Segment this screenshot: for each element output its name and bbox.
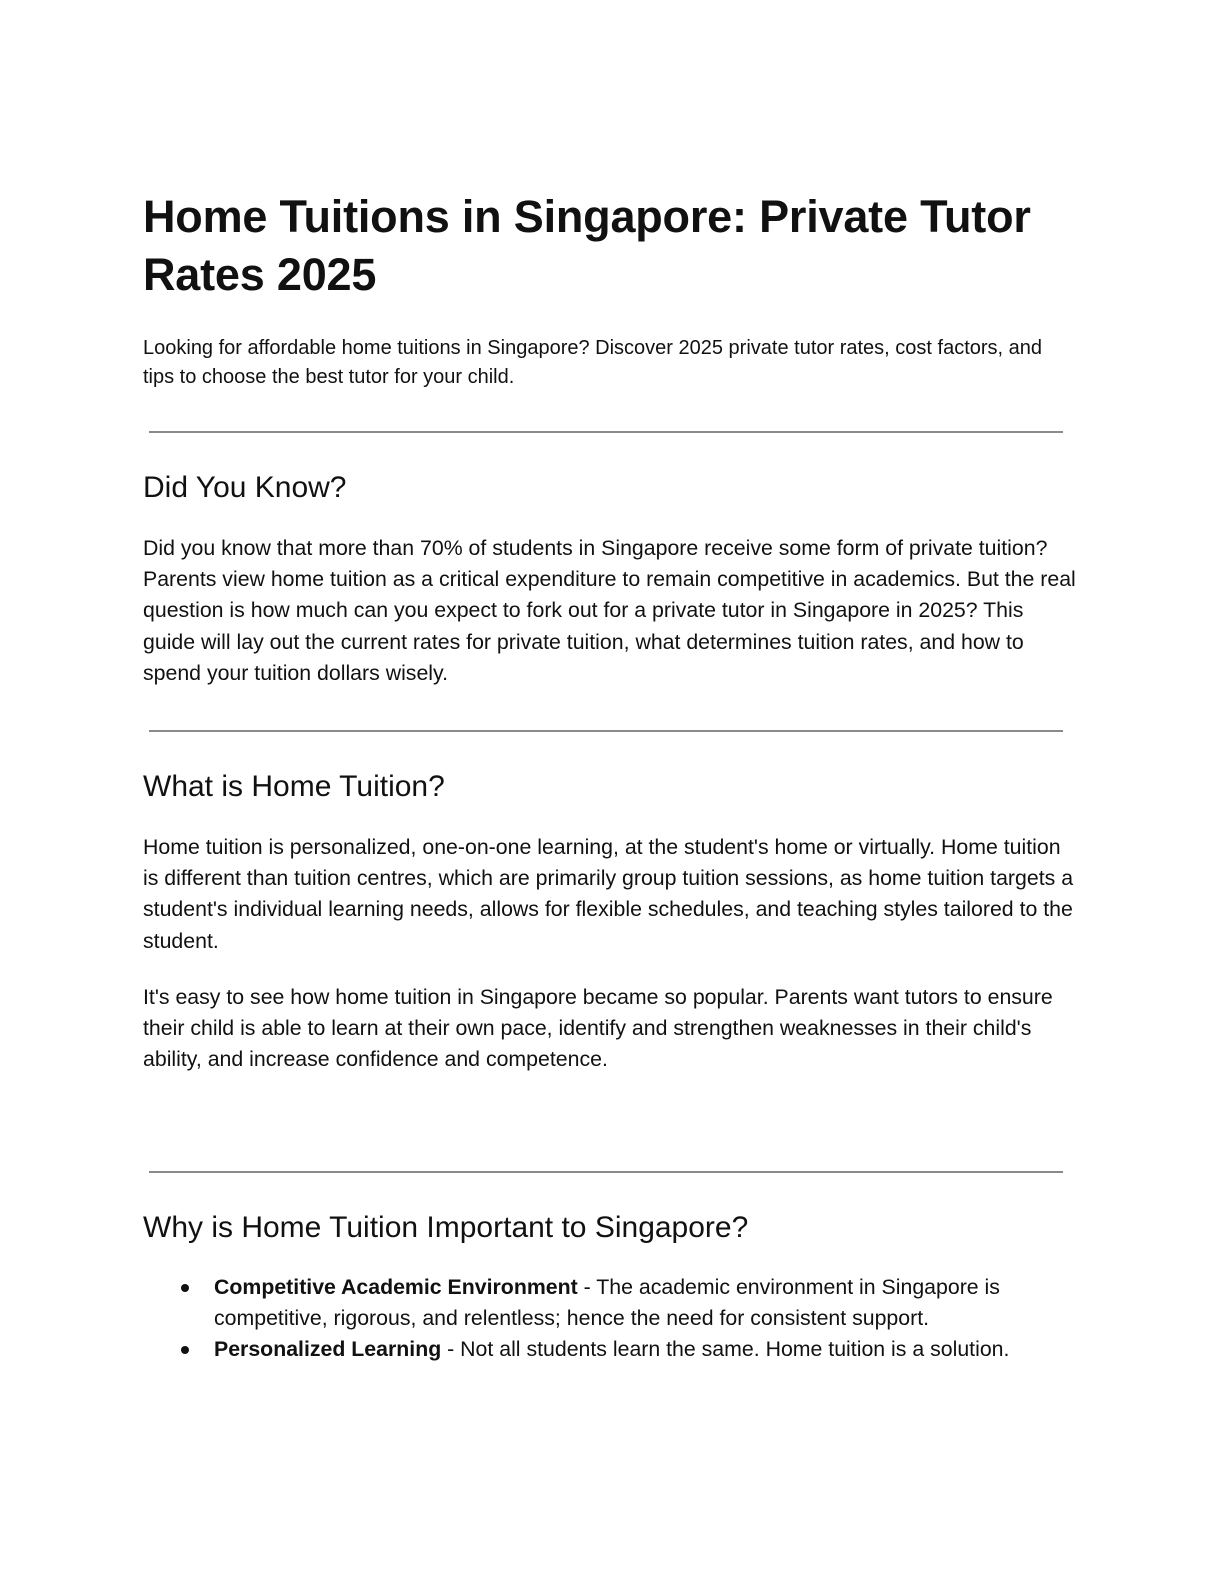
what-is-home-tuition-paragraph-1: Home tuition is personalized, one-on-one learning, at the student's home or virtually. Home tuition is different than tuition centres, which are primarily group tuition sessions, as home tuition targets a student's individual learning needs, allows for flexible schedules, and teaching styles tailored to the student.	[143, 835, 1074, 953]
section-heading-did-you-know: Did You Know?	[143, 471, 347, 504]
divider	[149, 1171, 1063, 1173]
section-heading-why-important: Why is Home Tuition Important to Singapore?	[143, 1211, 749, 1244]
list-item-text: - Not all students learn the same. Home tuition is a solution.	[441, 1337, 1010, 1362]
list-item-term: Competitive Academic Environment	[214, 1275, 578, 1299]
divider	[149, 431, 1063, 433]
intro-paragraph: Looking for affordable home tuitions in Singapore? Discover 2025 private tutor rates, cost factors, and tips to choose the best tutor for your child.	[143, 337, 1043, 388]
list-item-text: - The academic environment in Singapore is competitive, rigorous, and relentless; hence the need for consistent support.	[214, 1275, 1000, 1331]
bullet-icon	[181, 1284, 189, 1292]
list-item	[143, 1272, 1078, 1334]
did-you-know-paragraph: Did you know that more than 70% of students in Singapore receive some form of private tuition? Parents view home tuition as a critical expenditure to remain competitive in academics. But the real question is how much can you expect to fork out for a private tutor in Singapore in 2025? This guide will lay out the current rates for private tuition, what determines tuition rates, and how to spend your tuition dollars wisely.	[143, 536, 1076, 685]
what-is-home-tuition-paragraph-2: It's easy to see how home tuition in Singapore became so popular. Parents want tutors to ensure their child is able to learn at their own pace, identify and strengthen weaknesses in their child's ability, and increase confidence and competence.	[143, 985, 1053, 1072]
list-item-term: Personalized Learning	[214, 1337, 442, 1362]
bullet-icon	[181, 1346, 189, 1354]
reasons-list	[143, 1272, 1078, 1366]
document-title: Home Tuitions in Singapore: Private Tutor Rates 2025	[143, 191, 1031, 300]
section-heading-what-is-home-tuition: What is Home Tuition?	[143, 770, 445, 803]
divider	[149, 730, 1063, 732]
list-item	[143, 1334, 1078, 1365]
